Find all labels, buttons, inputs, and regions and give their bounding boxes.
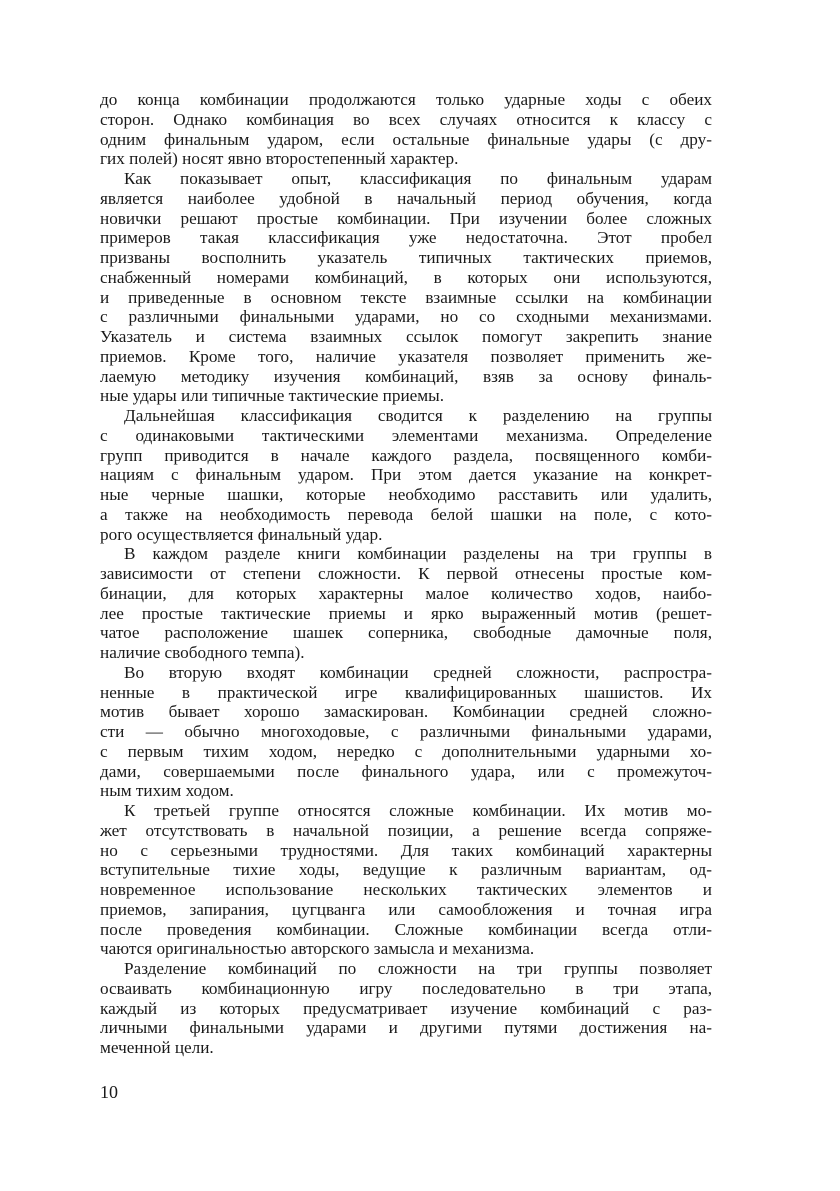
page-number: 10: [100, 1082, 118, 1102]
text-line: сторон. Однако комбинация во всех случаях относится к классу с: [100, 109, 712, 129]
text-line: осваивать комбинационную игру последовательно в три этапа,: [100, 978, 712, 998]
body-text: [100, 90, 712, 1058]
text-line: а также на необходимость перевода белой шашки на поле, с кото-: [100, 504, 712, 524]
text-line: Указатель и система взаимных ссылок помогут закрепить знание: [100, 327, 712, 346]
text-line: нациям с финальным ударом. При этом дается указание на конкрет-: [100, 465, 712, 485]
text-line: личными финальными ударами и другими путями достижения на-: [100, 1018, 712, 1038]
text-line: примеров такая классификация уже недостаточна. Этот пробел: [100, 228, 712, 248]
paragraph: [100, 90, 712, 169]
paragraph: [100, 544, 712, 663]
text-line: новички решают простые комбинации. При изучении более сложных: [100, 208, 712, 228]
text-line: бинации, для которых характерны малое количество ходов, наибо-: [100, 583, 712, 603]
text-line: рого осуществляется финальный удар.: [100, 524, 383, 544]
text-line: приемов, запирания, цугцванга или самообложения и точная игра: [100, 899, 712, 919]
text-line: новременное использование нескольких тактических элементов и: [100, 880, 712, 899]
text-line: Как показывает опыт, классификация по финальным ударам: [124, 169, 712, 188]
text-line: ные черные шашки, которые необходимо расставить или удалить,: [100, 485, 712, 504]
text-line: с первым тихим ходом, нередко с дополнительными ударными хо-: [100, 741, 712, 761]
text-line: К третьей группе относятся сложные комбинации. Их мотив мо-: [124, 801, 712, 820]
text-line: групп приводится в начале каждого раздела, посвященного комби-: [100, 445, 712, 465]
text-line: и приведенные в основном тексте взаимные ссылки на комбинации: [100, 287, 712, 307]
text-line: с различными финальными ударами, но со сходными механизмами.: [100, 307, 712, 327]
text-line: Во вторую входят комбинации средней сложности, распростра-: [124, 662, 712, 682]
text-line: но с серьезными трудностями. Для таких комбинаций характерны: [100, 840, 712, 860]
text-line: призваны восполнить указатель типичных тактических приемов,: [100, 248, 712, 267]
text-line: с одинаковыми тактическими элементами механизма. Определение: [100, 425, 712, 445]
text-line: наличие свободного темпа).: [100, 643, 305, 662]
text-line: ненные в практической игре квалифицированных шашистов. Их: [100, 682, 712, 702]
text-line: зависимости от степени сложности. К первой отнесены простые ком-: [100, 564, 712, 583]
text-line: приемов. Кроме того, наличие указателя позволяет применить же-: [100, 346, 712, 366]
text-line: ным тихим ходом.: [100, 781, 234, 801]
text-line: лаемую методику изучения комбинаций, взяв за основу финаль-: [100, 366, 712, 386]
paragraph: [100, 406, 712, 544]
text-line: ные удары или типичные тактические приемы.: [100, 386, 445, 406]
text-line: Дальнейшая классификация сводится к разделению на группы: [124, 406, 712, 425]
text-line: до конца комбинации продолжаются только ударные ходы с обеих: [100, 90, 712, 109]
text-line: является наиболее удобной в начальный период обучения, когда: [100, 188, 712, 208]
paragraph: [100, 959, 712, 1058]
text-line: каждый из которых предусматривает изучение комбинаций с раз-: [100, 998, 712, 1018]
text-line: лее простые тактические приемы и ярко выраженный мотив (решет-: [100, 603, 712, 623]
text-line: одним финальным ударом, если остальные финальные удары (с дру-: [100, 129, 712, 149]
text-line: снабженный номерами комбинаций, в которых они используются,: [100, 267, 712, 287]
text-line: после проведения комбинации. Сложные комбинации всегда отли-: [100, 919, 712, 939]
text-line: жет отсутствовать в начальной позиции, а решение всегда сопряже-: [100, 820, 712, 840]
text-line: сти — обычно многоходовые, с различными финальными ударами,: [100, 722, 712, 741]
text-line: чаются оригинальностью авторского замысла и механизма.: [100, 939, 535, 959]
paragraph: [100, 663, 712, 801]
text-line: вступительные тихие ходы, ведущие к различным вариантам, од-: [100, 860, 712, 880]
text-line: чатое расположение шашек соперника, свободные дамочные поля,: [100, 623, 712, 643]
text-line: мотив бывает хорошо замаскирован. Комбинации средней сложно-: [100, 702, 712, 722]
text-line: дами, совершаемыми после финального удара, или с промежуточ-: [100, 761, 712, 781]
paragraph: [100, 801, 712, 959]
text-line: В каждом разделе книги комбинации разделены на три группы в: [124, 544, 712, 564]
text-line: меченной цели.: [100, 1038, 214, 1057]
paragraph: [100, 169, 712, 406]
text-line: гих полей) носят явно второстепенный характер.: [100, 149, 459, 169]
text-line: Разделение комбинаций по сложности на три группы позволяет: [124, 959, 712, 978]
